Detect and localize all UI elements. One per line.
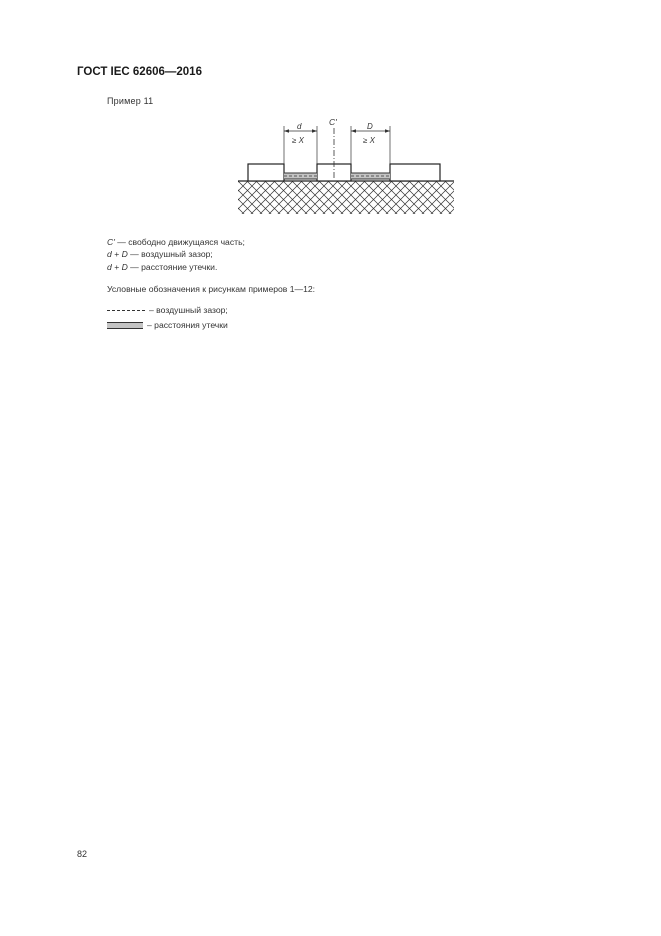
label-x-left: ≥ X bbox=[292, 136, 304, 145]
left-creepage-bar bbox=[284, 173, 317, 179]
figure-captions bbox=[107, 236, 245, 273]
caption-symbol: d + D bbox=[107, 249, 128, 260]
example-title: Пример 11 bbox=[107, 96, 154, 106]
legend-title: Условные обозначения к рисункам примеров 1—12: bbox=[107, 284, 316, 294]
caption-symbol: d + D bbox=[107, 261, 128, 272]
legend-item-text: – расстояния утечки bbox=[147, 320, 228, 330]
legend-item-text: – воздушный зазор; bbox=[149, 305, 228, 315]
right-dimension bbox=[351, 122, 390, 164]
left-part bbox=[248, 164, 284, 181]
label-d-capital: D bbox=[367, 122, 373, 131]
caption-line bbox=[107, 248, 245, 260]
left-dimension bbox=[284, 122, 317, 164]
document-header: ГОСТ IEC 62606—2016 bbox=[77, 66, 202, 78]
right-creepage-bar bbox=[351, 173, 390, 179]
caption-text: — воздушный зазор; bbox=[127, 249, 213, 260]
caption-line bbox=[107, 261, 245, 273]
page-number: 82 bbox=[77, 849, 88, 859]
label-x-right: ≥ X bbox=[363, 136, 375, 145]
right-part bbox=[390, 164, 440, 181]
example-figure bbox=[234, 114, 459, 218]
legend-item bbox=[107, 305, 228, 315]
creepage-bar-icon bbox=[107, 322, 143, 329]
caption-line bbox=[107, 236, 245, 248]
label-c-prime: C' bbox=[329, 117, 337, 127]
caption-symbol: C' bbox=[107, 237, 115, 247]
legend-item bbox=[107, 320, 228, 330]
dashed-line-icon bbox=[107, 310, 145, 311]
base-plate bbox=[238, 181, 454, 214]
caption-text: — свободно движущаяся часть; bbox=[114, 237, 245, 247]
caption-text: — расстояние утечки. bbox=[127, 261, 218, 272]
label-d-small: d bbox=[297, 122, 302, 131]
